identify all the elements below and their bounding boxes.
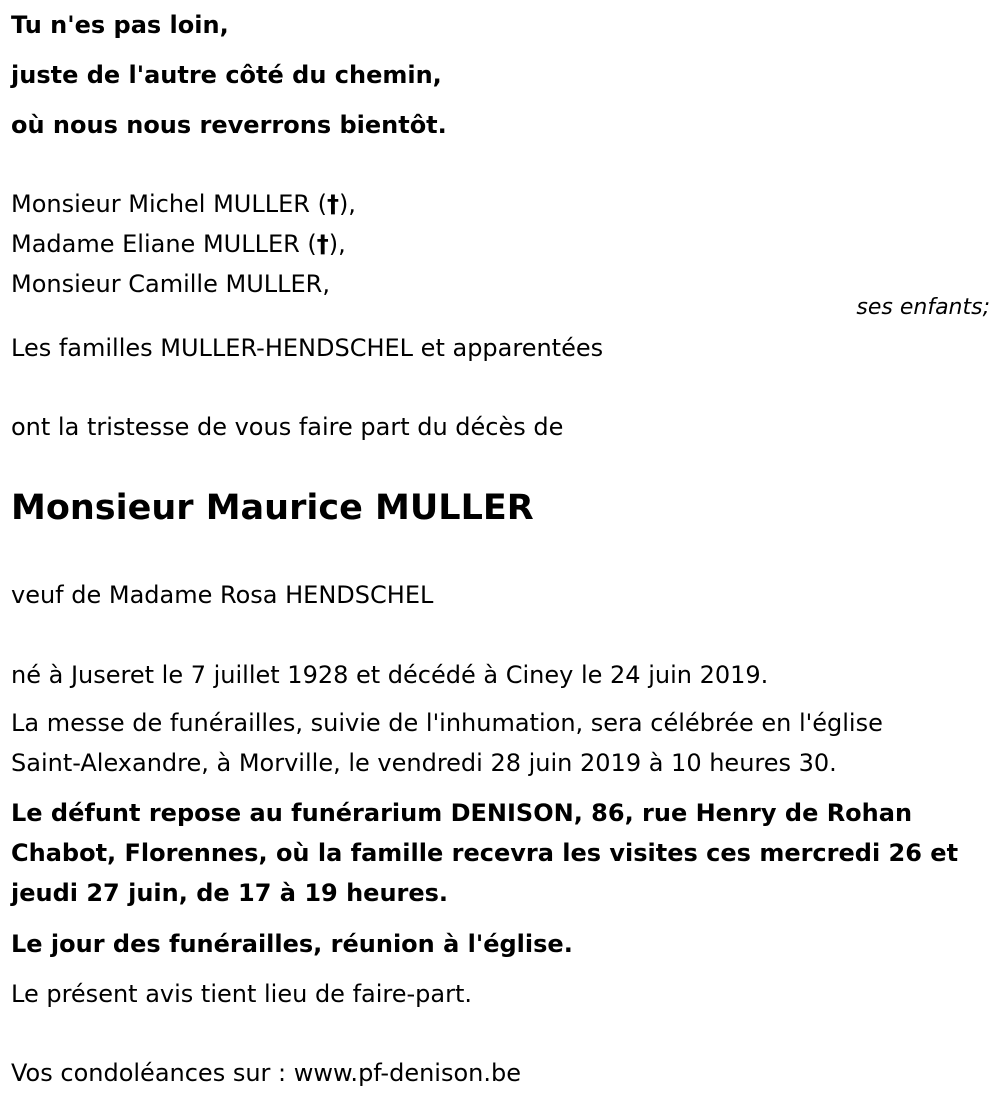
visit-line-3: jeudi 27 juin, de 17 à 19 heures. [11, 879, 449, 907]
child-1-suffix: ), [338, 190, 356, 218]
announcement-intro: ont la tristesse de vous faire part du décès de [11, 413, 564, 441]
birth-death-line: né à Juseret le 7 juillet 1928 et décédé à Ciney le 24 juin 2019. [11, 661, 769, 689]
cross-icon: † [326, 190, 339, 218]
poem-line-2: juste de l'autre côté du chemin, [11, 61, 442, 89]
condolences-line: Vos condoléances sur : www.pf-denison.be [11, 1059, 521, 1087]
cross-icon: † [316, 230, 329, 258]
family-child-2 [11, 229, 346, 259]
family-child-1 [11, 189, 356, 219]
poem-line-1: Tu n'es pas loin, [11, 11, 229, 39]
child-2-name: Madame Eliane MULLER ( [11, 230, 317, 258]
family-child-3: Monsieur Camille MULLER, [11, 270, 330, 298]
mass-line-1: La messe de funérailles, suivie de l'inhumation, sera célébrée en l'église [11, 709, 883, 737]
notice-line: Le présent avis tient lieu de faire-part. [11, 980, 473, 1008]
children-label: ses enfants; [856, 295, 990, 320]
child-2-suffix: ), [328, 230, 346, 258]
deceased-name: Monsieur Maurice MULLER [11, 488, 534, 528]
visit-line-2: Chabot, Florennes, où la famille recevra les visites ces mercredi 26 et [11, 839, 959, 867]
mass-line-2: Saint-Alexandre, à Morville, le vendredi 28 juin 2019 à 10 heures 30. [11, 749, 837, 777]
families-line: Les familles MULLER-HENDSCHEL et apparentées [11, 334, 604, 362]
child-1-name: Monsieur Michel MULLER ( [11, 190, 327, 218]
widower-line: veuf de Madame Rosa HENDSCHEL [11, 581, 434, 609]
meeting-line: Le jour des funérailles, réunion à l'église. [11, 930, 573, 958]
poem-line-3: où nous nous reverrons bientôt. [11, 111, 447, 139]
visit-line-1: Le défunt repose au funérarium DENISON, 86, rue Henry de Rohan [11, 799, 913, 827]
